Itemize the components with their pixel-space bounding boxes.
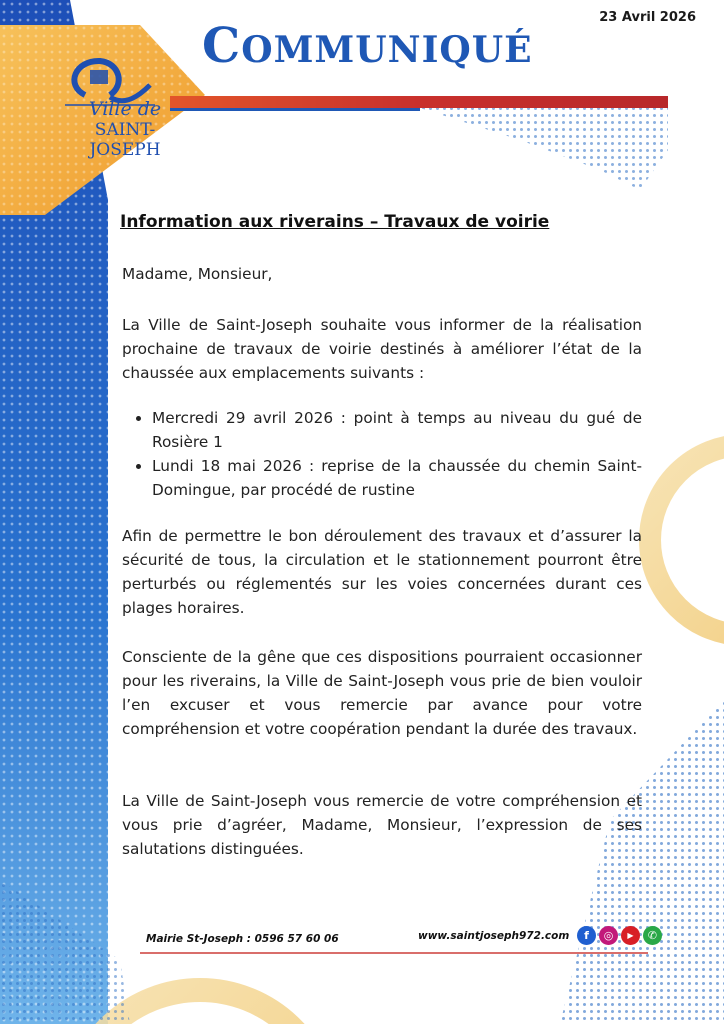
salutation: Madame, Monsieur, xyxy=(122,265,273,283)
facebook-icon[interactable]: f xyxy=(577,926,596,945)
document-heading: Information aux riverains – Travaux de voirie xyxy=(120,212,550,232)
title-initial: C xyxy=(202,18,242,74)
youtube-icon[interactable]: ▶ xyxy=(621,926,640,945)
list-item: • Lundi 18 mai 2026 : reprise de la chaussée du chemin Saint-Domingue, par procédé de rustine xyxy=(152,454,642,502)
list-item: • Mercredi 29 avril 2026 : point à temps au niveau du gué de Rosière 1 xyxy=(152,406,642,454)
publication-date: 23 Avril 2026 xyxy=(599,10,696,25)
intro-paragraph: La Ville de Saint-Joseph souhaite vous informer de la réalisation prochaine de travaux de voirie destinés à améliorer l’état de la chaussée aux emplacements suivants : xyxy=(122,316,642,382)
logo-line2: SAINT-JOSEPH xyxy=(89,120,161,160)
letter-body xyxy=(122,0,642,1024)
instagram-icon[interactable]: ◎ xyxy=(599,926,618,945)
mairie-phone: Mairie St-Joseph : 0596 57 60 06 xyxy=(146,933,339,945)
title-rest: OMMUNIQUÉ xyxy=(241,29,533,71)
closing-paragraph: La Ville de Saint-Joseph vous remercie de votre compréhension et vous prie d’agréer, Madame, Monsieur, l’expression de ses salutations distinguées. xyxy=(122,792,642,858)
works-list xyxy=(122,406,642,502)
logo-line1: Ville de xyxy=(88,98,162,120)
whatsapp-icon[interactable]: ✆ xyxy=(643,926,662,945)
traffic-paragraph: Afin de permettre le bon déroulement des travaux et d’assurer la sécurité de tous, la circulation et le stationnement pourront être perturbés ou réglementés sur les voies concernées durant ces plages horaires. xyxy=(122,527,642,617)
website-link[interactable]: www.saintjoseph972.com xyxy=(418,930,570,942)
apology-paragraph: Consciente de la gêne que ces dispositions pourraient occasionner pour les riverains, la Ville de Saint-Joseph vous prie de bien vouloir l’en excuser et vous remercie par avance pour votre compréhension et votre coopération pendant la durée des travaux. xyxy=(122,648,642,738)
